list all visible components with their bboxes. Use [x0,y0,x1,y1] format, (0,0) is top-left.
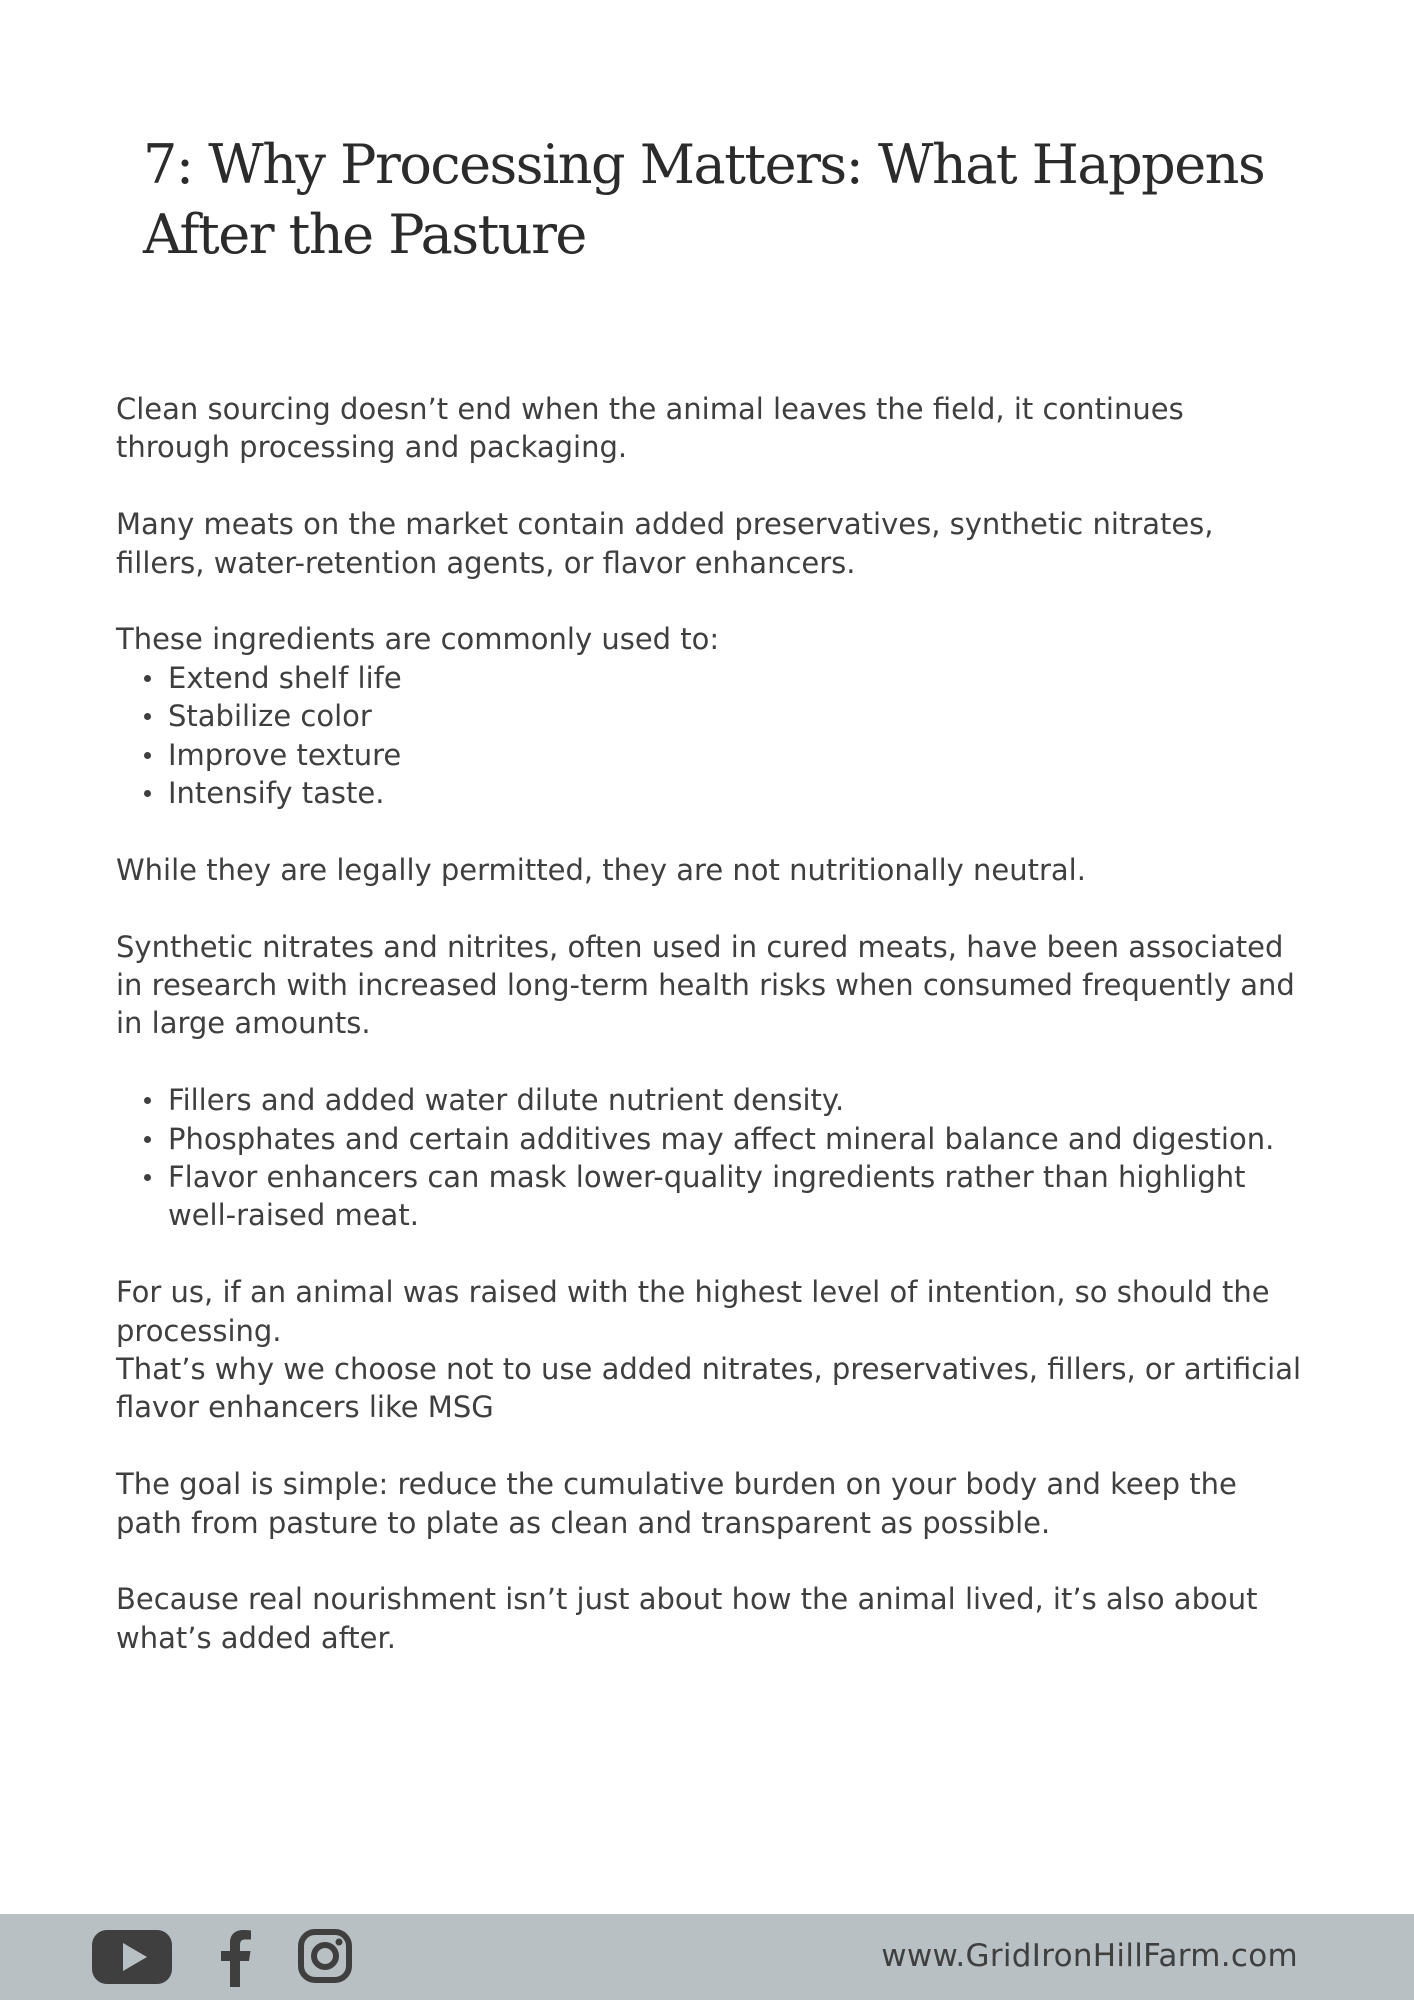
youtube-icon[interactable] [92,1928,172,1986]
footer-bar [0,1914,1414,2000]
paragraph-clean-sourcing: Clean sourcing doesn’t end when the animal leaves the field, it continues through processing and packaging. [116,392,1184,465]
paragraph-intention: For us, if an animal was raised with the highest level of intention, so should the processing. [116,1275,1270,1348]
paragraph-uses-intro: These ingredients are commonly used to: [116,622,720,657]
paragraph-legally-permitted: While they are legally permitted, they are not nutritionally neutral. [116,852,1086,887]
list-item: Improve texture [116,736,1306,774]
list-item: Flavor enhancers can mask lower-quality ingredients rather than highlight well-raised meat. [116,1158,1306,1235]
list-item: Intensify taste. [116,774,1306,812]
paragraph-nitrates: Synthetic nitrates and nitrites, often used in cured meats, have been associated in research with increased long-term health risks when consumed frequently and in large amounts. [116,929,1295,1041]
paragraph-our-choice: That’s why we choose not to use added nitrates, preservatives, fillers, or artificial flavor enhancers like MSG [116,1352,1302,1425]
effects-list [116,1081,1306,1235]
list-item: Phosphates and certain additives may affect mineral balance and digestion. [116,1120,1306,1158]
website-link[interactable]: www.GridIronHillFarm.com [881,1938,1298,1974]
uses-list [116,659,1306,813]
paragraph-real-nourishment: Because real nourishment isn’t just about how the animal lived, it’s also about what’s added after. [116,1582,1258,1655]
list-item: Fillers and added water dilute nutrient density. [116,1081,1306,1119]
instagram-icon[interactable] [297,1928,353,1984]
facebook-icon[interactable] [218,1929,252,1987]
paragraph-additives: Many meats on the market contain added preservatives, synthetic nitrates, fillers, water-retention agents, or flavor enhancers. [116,507,1214,580]
article-body [116,390,1306,1657]
page-title: 7: Why Processing Matters: What Happens After the Pasture [143,133,1265,266]
list-item: Extend shelf life [116,659,1306,697]
paragraph-goal: The goal is simple: reduce the cumulative burden on your body and keep the path from pasture to plate as clean and transparent as possible. [116,1467,1237,1540]
list-item: Stabilize color [116,697,1306,735]
